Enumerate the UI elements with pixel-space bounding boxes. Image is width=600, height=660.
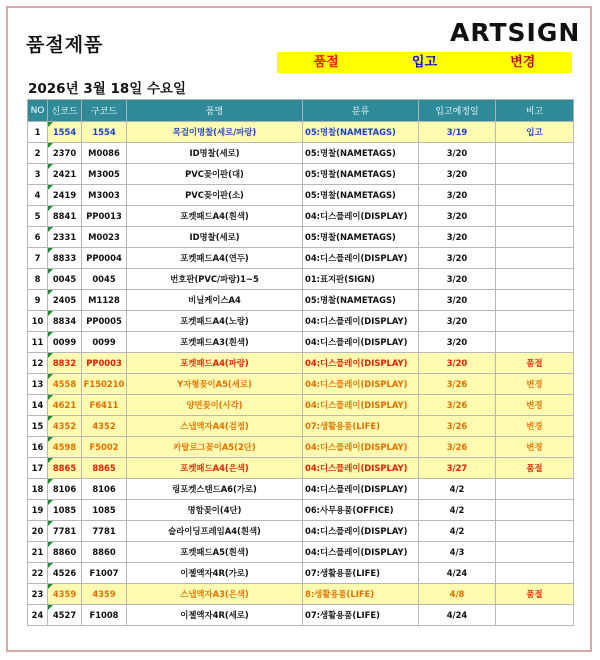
cell-old-code[interactable]: 4352 [82,416,127,437]
cell-category[interactable]: 05:명찰(NAMETAGS) [303,185,419,206]
cell-old-code[interactable]: PP0005 [82,311,127,332]
cell-new-code[interactable]: 8834 [48,311,82,332]
table-row[interactable] [28,269,574,290]
cell-no[interactable]: 4 [28,185,48,206]
cell-new-code[interactable]: 2421 [48,164,82,185]
cell-restock-date[interactable]: 3/26 [419,395,496,416]
cell-old-code[interactable]: PP0004 [82,248,127,269]
cell-no[interactable]: 5 [28,206,48,227]
cell-remarks[interactable] [496,185,574,206]
cell-new-code[interactable]: 8841 [48,206,82,227]
cell-old-code[interactable]: F150210 [82,374,127,395]
cell-name[interactable]: 포켓패드A4(연두) [127,248,303,269]
cell-name[interactable]: PVC꽂이판(소) [127,185,303,206]
table-row[interactable] [28,521,574,542]
cell-restock-date[interactable]: 3/27 [419,458,496,479]
cell-name[interactable]: 포켓패드A4(은색) [127,458,303,479]
cell-new-code[interactable]: 2331 [48,227,82,248]
cell-old-code[interactable]: M0023 [82,227,127,248]
cell-category[interactable]: 04:디스플레이(DISPLAY) [303,395,419,416]
cell-old-code[interactable]: 8106 [82,479,127,500]
cell-old-code[interactable]: M1128 [82,290,127,311]
cell-name[interactable]: 번호판(PVC/파랑)1~5 [127,269,303,290]
cell-new-code[interactable]: 2419 [48,185,82,206]
restock-button[interactable]: 입고 [411,55,438,70]
cell-no[interactable]: 3 [28,164,48,185]
cell-remarks[interactable] [496,164,574,185]
report-date: 2026년 3월 18일 수요일 [28,81,187,97]
cell-no[interactable]: 14 [28,395,48,416]
cell-old-code[interactable]: 8860 [82,542,127,563]
table-row[interactable] [28,500,574,521]
cell-name[interactable]: ID명찰(세로) [127,227,303,248]
table-row[interactable] [28,290,574,311]
cell-name[interactable]: 포켓패드A5(흰색) [127,542,303,563]
cell-restock-date[interactable]: 3/20 [419,143,496,164]
cell-remarks[interactable]: 변경 [496,437,574,458]
cell-category[interactable]: 04:디스플레이(DISPLAY) [303,458,419,479]
table-row[interactable] [28,311,574,332]
cell-category[interactable]: 04:디스플레이(DISPLAY) [303,437,419,458]
cell-no[interactable]: 20 [28,521,48,542]
table-row[interactable] [28,584,574,605]
cell-new-code[interactable]: 7781 [48,521,82,542]
col-header-no[interactable]: NO [28,100,48,122]
cell-restock-date[interactable]: 3/20 [419,269,496,290]
table-row[interactable] [28,416,574,437]
cell-old-code[interactable]: 1085 [82,500,127,521]
cell-restock-date[interactable]: 3/20 [419,227,496,248]
cell-old-code[interactable]: 1554 [82,122,127,143]
table-row[interactable] [28,563,574,584]
change-button[interactable]: 변경 [510,55,536,70]
cell-category[interactable]: 07:생활용품(LIFE) [303,563,419,584]
table-row[interactable] [28,164,574,185]
cell-remarks[interactable] [496,563,574,584]
table-header-row [28,100,574,122]
cell-restock-date[interactable]: 3/26 [419,437,496,458]
cell-old-code[interactable]: M3003 [82,185,127,206]
cell-remarks[interactable] [496,206,574,227]
table-row[interactable] [28,122,574,143]
cell-category[interactable]: 04:디스플레이(DISPLAY) [303,542,419,563]
cell-new-code[interactable]: 4598 [48,437,82,458]
cell-category[interactable]: 04:디스플레이(DISPLAY) [303,479,419,500]
cell-category[interactable]: 07:생활용품(LIFE) [303,416,419,437]
table-row[interactable] [28,185,574,206]
col-header-category[interactable]: 분류 [303,100,419,122]
brand-logo: ARTSIGN [450,18,581,47]
cell-new-code[interactable]: 4352 [48,416,82,437]
cell-category[interactable]: 04:디스플레이(DISPLAY) [303,206,419,227]
cell-new-code[interactable]: 8860 [48,542,82,563]
cell-remarks[interactable] [496,332,574,353]
cell-restock-date[interactable]: 4/8 [419,584,496,605]
cell-restock-date[interactable]: 3/19 [419,122,496,143]
cell-new-code[interactable]: 8106 [48,479,82,500]
cell-category[interactable]: 05:명찰(NAMETAGS) [303,164,419,185]
cell-no[interactable]: 2 [28,143,48,164]
table-row[interactable] [28,332,574,353]
cell-name[interactable]: 명함꽂이(4단) [127,500,303,521]
table-row[interactable] [28,458,574,479]
cell-name[interactable]: 비닐케이스A4 [127,290,303,311]
cell-restock-date[interactable]: 3/20 [419,332,496,353]
cell-no[interactable]: 21 [28,542,48,563]
cell-no[interactable]: 1 [28,122,48,143]
cell-restock-date[interactable]: 3/20 [419,164,496,185]
cell-new-code[interactable]: 8832 [48,353,82,374]
cell-category[interactable]: 07:생활용품(LIFE) [303,605,419,626]
cell-old-code[interactable]: M0086 [82,143,127,164]
cell-restock-date[interactable]: 3/20 [419,290,496,311]
page-title: 품절제품 [26,34,104,56]
cell-remarks[interactable]: 변경 [496,374,574,395]
cell-new-code[interactable]: 1085 [48,500,82,521]
cell-new-code[interactable]: 4558 [48,374,82,395]
cell-name[interactable]: ID명찰(세로) [127,143,303,164]
cell-name[interactable]: 목걸이명찰(세로/파랑) [127,122,303,143]
col-header-restock-date[interactable]: 입고예정일 [419,100,496,122]
cell-no[interactable]: 12 [28,353,48,374]
cell-remarks[interactable] [496,521,574,542]
cell-restock-date[interactable]: 3/26 [419,374,496,395]
cell-restock-date[interactable]: 4/24 [419,605,496,626]
table-row[interactable] [28,227,574,248]
cell-name[interactable]: 이젤액자4R(가로) [127,563,303,584]
cell-new-code[interactable]: 4527 [48,605,82,626]
table-row[interactable] [28,143,574,164]
cell-restock-date[interactable]: 4/3 [419,542,496,563]
cell-no[interactable]: 9 [28,290,48,311]
cell-name[interactable]: 포켓패드A4(노랑) [127,311,303,332]
cell-old-code[interactable]: F5002 [82,437,127,458]
cell-remarks[interactable]: 변경 [496,416,574,437]
table-row[interactable] [28,353,574,374]
cell-name[interactable]: 포켓패드A4(파랑) [127,353,303,374]
cell-old-code[interactable]: F1008 [82,605,127,626]
col-header-remarks[interactable]: 비고 [496,100,574,122]
cell-name[interactable]: 링포켓스탠드A6(가로) [127,479,303,500]
cell-name[interactable]: 포켓패드A4(흰색) [127,206,303,227]
cell-new-code[interactable]: 8865 [48,458,82,479]
cell-old-code[interactable]: 0099 [82,332,127,353]
action-bar [277,52,572,73]
cell-new-code[interactable]: 0045 [48,269,82,290]
cell-category[interactable]: 8:생활용품(LIFE) [303,584,419,605]
cell-category[interactable]: 04:디스플레이(DISPLAY) [303,353,419,374]
cell-category[interactable]: 05:명찰(NAMETAGS) [303,227,419,248]
cell-new-code[interactable]: 2405 [48,290,82,311]
table-row[interactable] [28,374,574,395]
col-header-old-code[interactable]: 구코드 [82,100,127,122]
cell-remarks[interactable] [496,227,574,248]
cell-remarks[interactable]: 변경 [496,395,574,416]
cell-category[interactable]: 04:디스플레이(DISPLAY) [303,521,419,542]
table-row[interactable] [28,479,574,500]
cell-remarks[interactable]: 품절 [496,353,574,374]
cell-no[interactable]: 7 [28,248,48,269]
cell-old-code[interactable]: F6411 [82,395,127,416]
cell-category[interactable]: 04:디스플레이(DISPLAY) [303,374,419,395]
cell-restock-date[interactable]: 3/20 [419,248,496,269]
cell-restock-date[interactable]: 3/20 [419,353,496,374]
cell-old-code[interactable]: M3005 [82,164,127,185]
cell-no[interactable]: 10 [28,311,48,332]
cell-no[interactable]: 16 [28,437,48,458]
cell-name[interactable]: 양면꽂이(사각) [127,395,303,416]
cell-restock-date[interactable]: 4/2 [419,500,496,521]
col-header-new-code[interactable]: 신코드 [48,100,82,122]
cell-new-code[interactable]: 4621 [48,395,82,416]
table-row[interactable] [28,542,574,563]
cell-no[interactable]: 22 [28,563,48,584]
product-table [27,99,574,626]
cell-old-code[interactable]: 4359 [82,584,127,605]
cell-category[interactable]: 04:디스플레이(DISPLAY) [303,311,419,332]
cell-restock-date[interactable]: 3/20 [419,206,496,227]
cell-remarks[interactable] [496,311,574,332]
table-row[interactable] [28,206,574,227]
cell-old-code[interactable]: 7781 [82,521,127,542]
cell-restock-date[interactable]: 4/2 [419,521,496,542]
out-of-stock-button[interactable]: 품절 [313,55,339,70]
cell-remarks[interactable] [496,290,574,311]
cell-category[interactable]: 06:사무용품(OFFICE) [303,500,419,521]
cell-new-code[interactable]: 1554 [48,122,82,143]
cell-old-code[interactable]: 8865 [82,458,127,479]
table-row[interactable] [28,395,574,416]
table-row[interactable] [28,437,574,458]
cell-restock-date[interactable]: 4/2 [419,479,496,500]
cell-name[interactable]: 포켓패드A3(흰색) [127,332,303,353]
cell-remarks[interactable]: 입고 [496,122,574,143]
cell-no[interactable]: 15 [28,416,48,437]
cell-remarks[interactable] [496,248,574,269]
cell-new-code[interactable]: 8833 [48,248,82,269]
cell-name[interactable]: 슬라이딩프레임A4(흰색) [127,521,303,542]
cell-category[interactable]: 04:디스플레이(DISPLAY) [303,248,419,269]
cell-restock-date[interactable]: 3/20 [419,185,496,206]
table-row[interactable] [28,248,574,269]
cell-remarks[interactable] [496,269,574,290]
cell-old-code[interactable]: 0045 [82,269,127,290]
cell-restock-date[interactable]: 3/26 [419,416,496,437]
cell-name[interactable]: 스냅액자A4(검정) [127,416,303,437]
cell-new-code[interactable]: 4359 [48,584,82,605]
cell-name[interactable]: 이젤액자4R(세로) [127,605,303,626]
cell-old-code[interactable]: F1007 [82,563,127,584]
cell-category[interactable]: 01:표지판(SIGN) [303,269,419,290]
cell-name[interactable]: 스냅액자A3(은색) [127,584,303,605]
cell-name[interactable]: PVC꽂이판(대) [127,164,303,185]
cell-remarks[interactable] [496,479,574,500]
cell-no[interactable]: 17 [28,458,48,479]
cell-category[interactable]: 05:명찰(NAMETAGS) [303,290,419,311]
cell-no[interactable]: 24 [28,605,48,626]
cell-old-code[interactable]: PP0003 [82,353,127,374]
cell-category[interactable]: 05:명찰(NAMETAGS) [303,143,419,164]
cell-category[interactable]: 05:명찰(NAMETAGS) [303,122,419,143]
table-row[interactable] [28,605,574,626]
col-header-name[interactable]: 품명 [127,100,303,122]
cell-no[interactable]: 19 [28,500,48,521]
cell-remarks[interactable] [496,542,574,563]
cell-restock-date[interactable]: 4/24 [419,563,496,584]
cell-new-code[interactable]: 0099 [48,332,82,353]
cell-category[interactable]: 04:디스플레이(DISPLAY) [303,332,419,353]
cell-no[interactable]: 6 [28,227,48,248]
cell-no[interactable]: 13 [28,374,48,395]
cell-old-code[interactable]: PP0013 [82,206,127,227]
cell-no[interactable]: 23 [28,584,48,605]
cell-new-code[interactable]: 2370 [48,143,82,164]
cell-restock-date[interactable]: 3/20 [419,311,496,332]
cell-no[interactable]: 18 [28,479,48,500]
cell-remarks[interactable] [496,605,574,626]
cell-new-code[interactable]: 4526 [48,563,82,584]
cell-name[interactable]: 카탈로그꽂이A5(2단) [127,437,303,458]
cell-remarks[interactable] [496,500,574,521]
cell-remarks[interactable] [496,143,574,164]
cell-no[interactable]: 8 [28,269,48,290]
cell-remarks[interactable]: 품절 [496,584,574,605]
cell-no[interactable]: 11 [28,332,48,353]
cell-name[interactable]: Y자형꽂이A5(세로) [127,374,303,395]
cell-remarks[interactable]: 품절 [496,458,574,479]
